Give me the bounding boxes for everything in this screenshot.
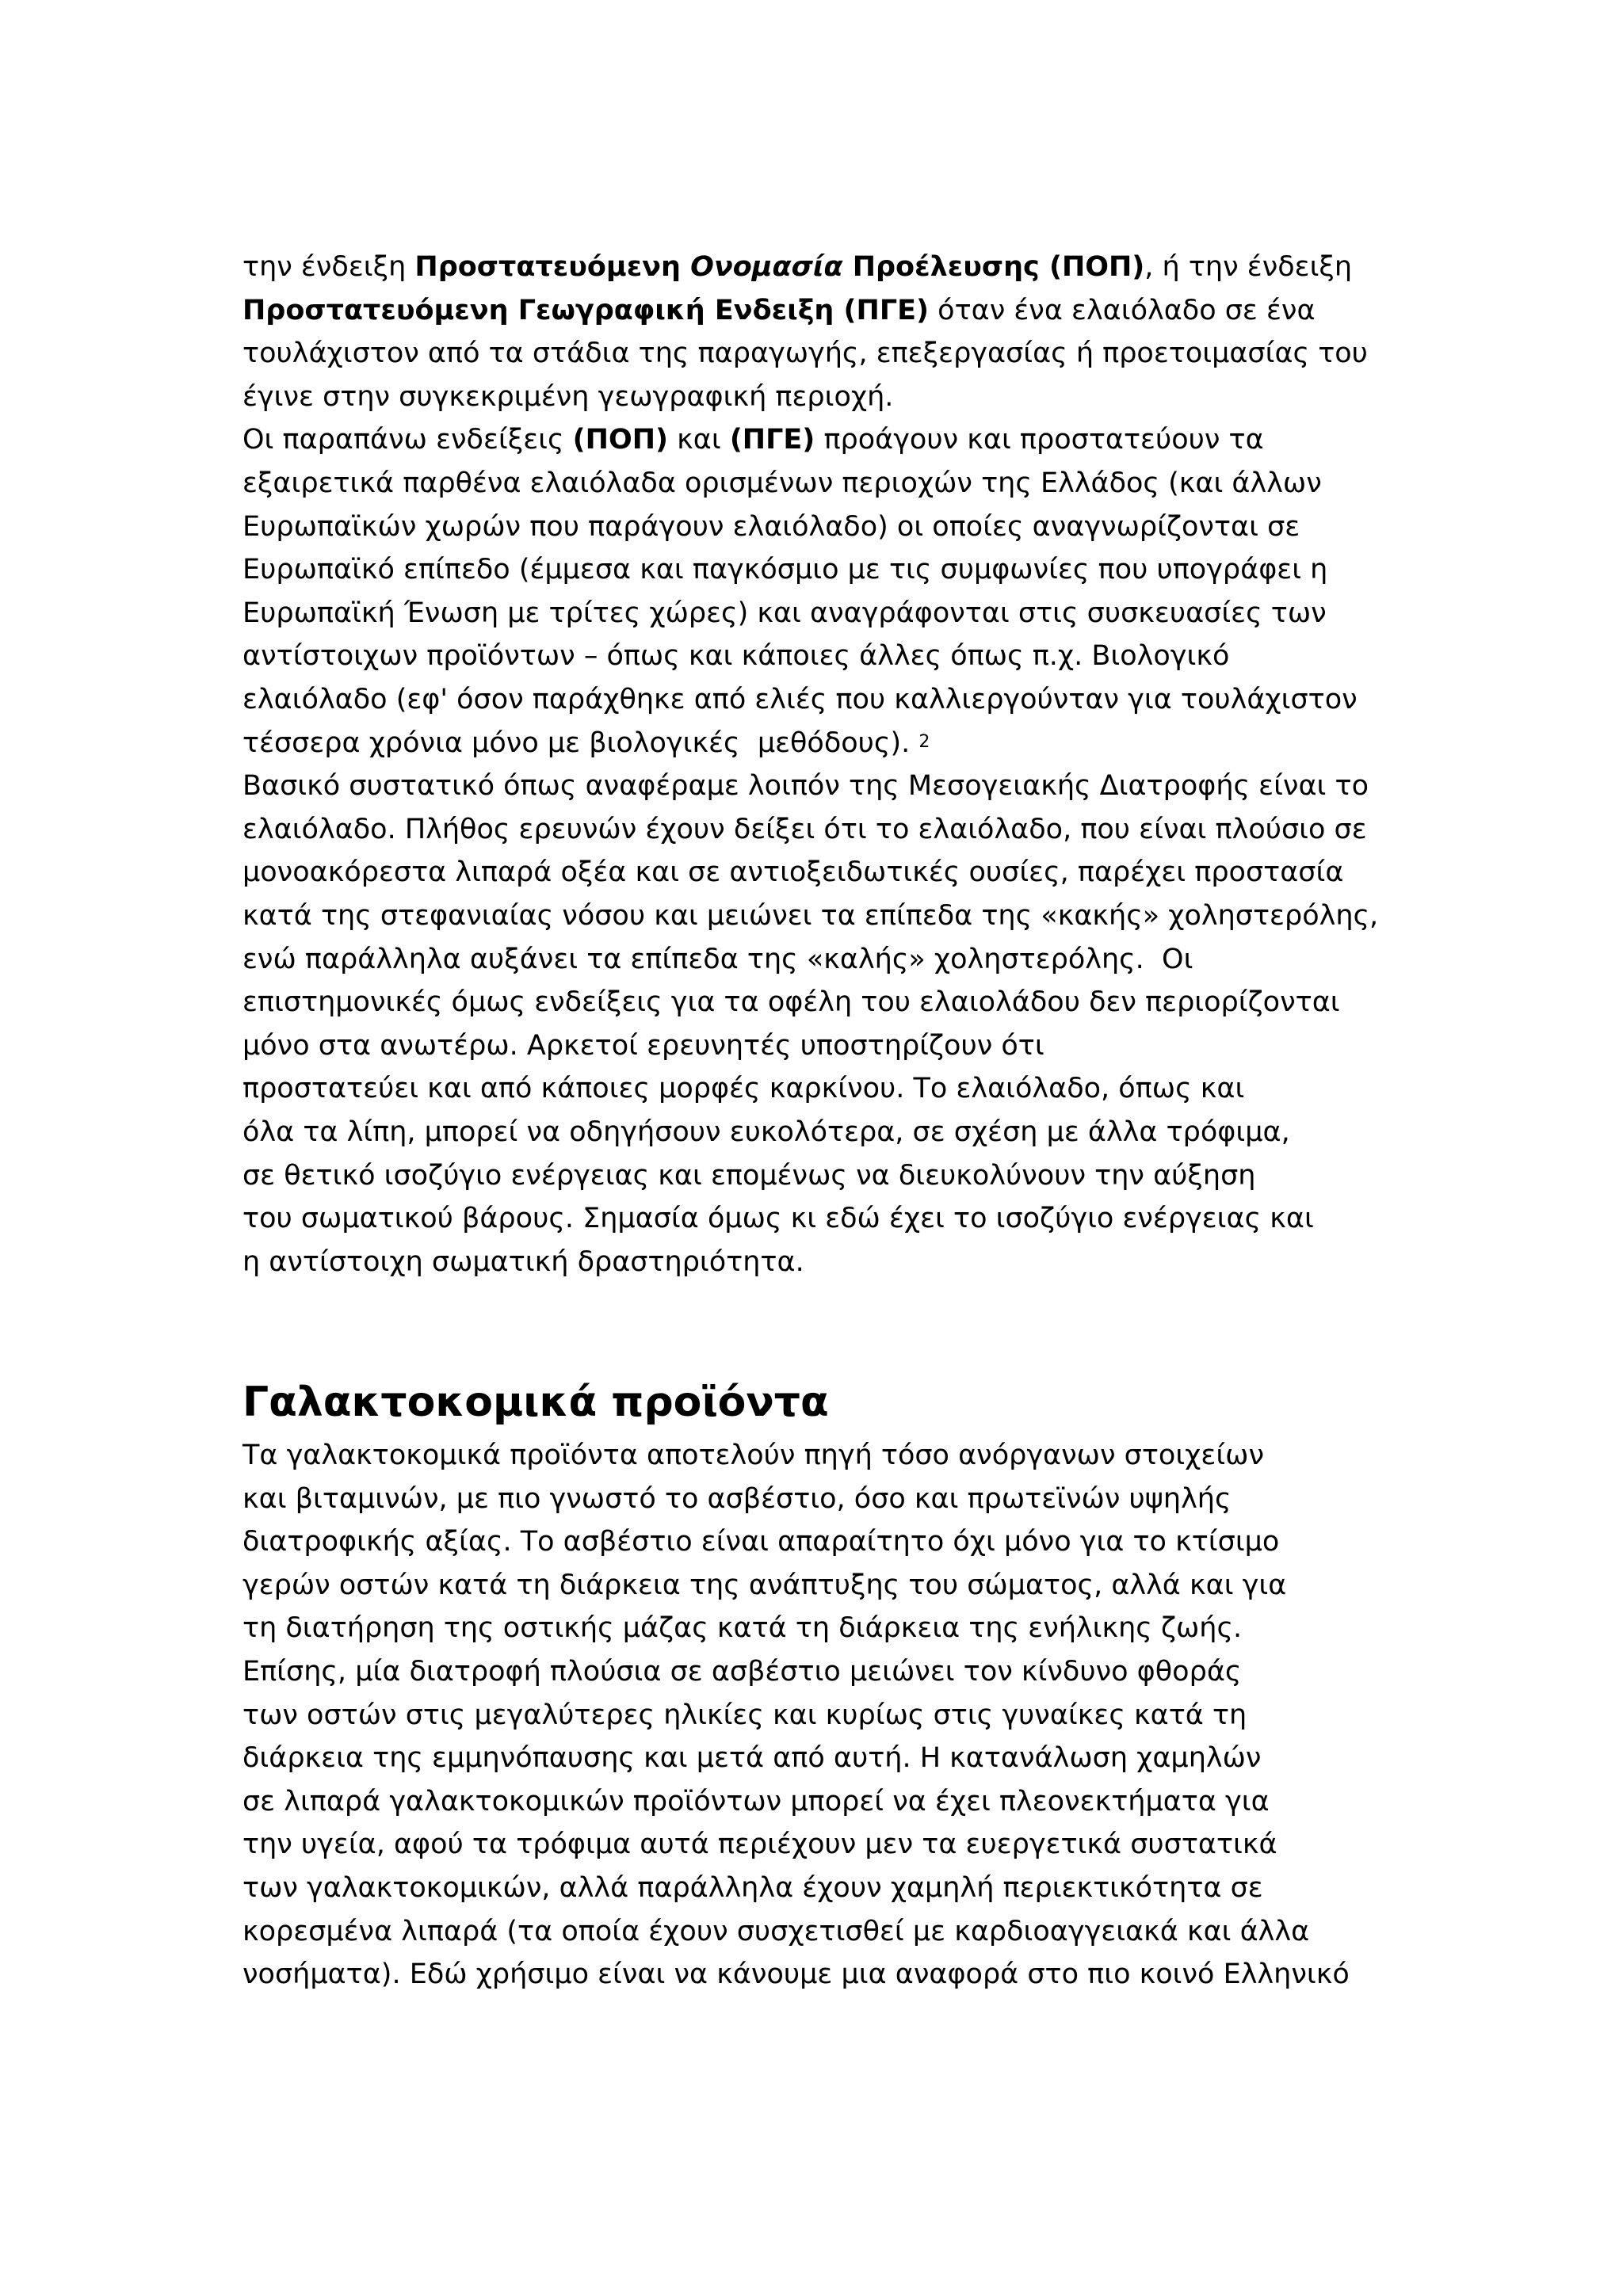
- text-run: Ευρωπαϊκή Ένωση με τρίτες χώρες) και αναγράφονται στις συσκευασίες των: [242, 597, 1327, 629]
- text-run: ενώ παράλληλα αυξάνει τα επίπεδα της «καλής» χοληστερόλης. Οι: [242, 943, 1193, 975]
- text-run: ελαιόλαδο (εφ' όσον παράχθηκε από ελιές που καλλιεργούνταν για τουλάχιστον: [242, 684, 1358, 715]
- text-run: προάγουν και προστατεύουν τα: [815, 424, 1264, 456]
- text-line: [242, 1912, 1309, 1951]
- text-run: ελαιόλαδο. Πλήθος ερευνών έχουν δείξει ότι το ελαιόλαδο, που είναι πλούσιο σε: [242, 813, 1367, 845]
- text-line: [242, 1199, 1314, 1238]
- text-run: Επίσης, μία διατροφή πλούσια σε ασβέστιο μειώνει τον κίνδυνο φθοράς: [242, 1656, 1242, 1688]
- text-line: [242, 507, 1300, 547]
- text-run: σε θετικό ισοζύγιο ενέργειας και επομένως να διευκολύνουν την αύξηση: [242, 1159, 1256, 1192]
- text-line: [242, 1652, 1241, 1691]
- text-run: Τα γαλακτοκομικά προϊόντα αποτελούν πηγή τόσο ανόργανων στοιχείων: [242, 1440, 1265, 1471]
- text-line: [242, 1868, 1263, 1908]
- text-run: Προστατευόμενη Γεωγραφική Ενδειξη (ΠΓΕ): [242, 294, 930, 326]
- text-run: κορεσμένα λιπαρά (τα οποία έχουν συσχετισθεί με καρδιοαγγειακά και άλλα: [242, 1915, 1310, 1947]
- text-run: (ΠΓΕ): [729, 424, 815, 456]
- text-run: όλα τα λίπη, μπορεί να οδηγήσουν ευκολότερα, σε σχέση με άλλα τρόφιμα,: [242, 1116, 1290, 1148]
- text-line: [242, 377, 893, 417]
- text-line: [242, 1026, 1044, 1066]
- text-run: επιστημονικές όμως ενδείξεις για τα οφέλη του ελαιολάδου δεν περιορίζονται: [242, 986, 1340, 1019]
- text-line: [242, 1112, 1290, 1152]
- text-line: [242, 1782, 1270, 1821]
- text-line: [242, 723, 930, 767]
- text-run: αντίστοιχων προϊόντων – όπως και κάποιες άλλες όπως π.χ. Βιολογικό: [242, 640, 1230, 673]
- text-run: την υγεία, αφού τα τρόφιμα αυτά περιέχουν μεν τα ευεργετικά συστατικά: [242, 1829, 1277, 1861]
- text-line: [242, 1156, 1255, 1196]
- text-run: τη διατήρηση της οστικής μάζας κατά τη διάρκεια της ενήλικης ζωής.: [242, 1612, 1243, 1645]
- text-line: [242, 1738, 1261, 1778]
- text-run: έγινε στην συγκεκριμένη γεωγραφική περιοχή.: [242, 380, 894, 413]
- text-line: [242, 1695, 1247, 1735]
- text-line: [242, 463, 1322, 503]
- text-run: σε λιπαρά γαλακτοκομικών προϊόντων μπορεί να έχει πλεονεκτήματα για: [242, 1785, 1270, 1817]
- text-line: [242, 1069, 1244, 1108]
- text-line: [242, 420, 1264, 460]
- text-line: [242, 550, 1327, 589]
- text-line: [242, 593, 1327, 633]
- text-run: και βιταμινών, με πιο γνωστό το ασβέστιο, όσο και πρωτεϊνών υψηλής: [242, 1482, 1232, 1515]
- section-heading-dairy: Γαλακτοκομικά προϊόντα: [242, 1379, 829, 1426]
- text-run: των οστών στις μεγαλύτερες ηλικίες και κυρίως στις γυναίκες κατά τη: [242, 1699, 1247, 1731]
- text-line: [242, 896, 1378, 936]
- text-run: διατροφικής αξίας. Το ασβέστιο είναι απαραίτητο όχι μόνο για το κτίσιμο: [242, 1526, 1280, 1558]
- text-run: τουλάχιστον από τα στάδια της παραγωγής, επεξεργασίας ή προετοιμασίας του: [242, 338, 1368, 370]
- text-line: [242, 1825, 1277, 1864]
- text-line: [242, 1955, 1350, 1994]
- text-run: εξαιρετικά παρθένα ελαιόλαδα ορισμένων περιοχών της Ελλάδος (και άλλων: [242, 467, 1322, 499]
- text-line: [242, 1608, 1242, 1648]
- text-run: μόνο στα ανωτέρω. Αρκετοί ερευνητές υποστηρίζουν ότι: [242, 1029, 1044, 1062]
- text-run: Ευρωπαϊκό επίπεδο (έμμεσα και παγκόσμιο με τις συμφωνίες που υπογράφει η: [242, 554, 1328, 586]
- text-run: Προέλευσης (ΠΟΠ): [842, 251, 1145, 283]
- text-line: [242, 1242, 804, 1282]
- text-line: [242, 1522, 1279, 1562]
- text-run: Προστατευόμενη: [414, 251, 691, 283]
- text-run: (ΠΟΠ): [572, 424, 669, 456]
- text-run: νοσήματα). Εδώ χρήσιμο είναι να κάνουμε μια αναφορά στο πιο κοινό Ελληνικό: [242, 1958, 1350, 1991]
- text-line: [242, 247, 1352, 287]
- text-run: Ονομασία: [690, 251, 843, 283]
- text-line: [242, 1479, 1232, 1519]
- text-run: Ευρωπαϊκών χωρών που παράγουν ελαιόλαδο) οι οποίες αναγνωρίζονται σε: [242, 510, 1300, 543]
- text-line: [242, 766, 1369, 806]
- text-line: [242, 334, 1368, 373]
- text-run: τέσσερα χρόνια μόνο με βιολογικές μεθόδους).: [242, 727, 919, 759]
- text-line: [242, 1566, 1286, 1605]
- text-run: η αντίστοιχη σωματική δραστηριότητα.: [242, 1245, 804, 1278]
- text-line: [242, 852, 1343, 892]
- text-run: γερών οστών κατά τη διάρκεια της ανάπτυξης του σώματος, αλλά και για: [242, 1569, 1287, 1601]
- text-run: Οι παραπάνω ενδείξεις: [242, 424, 573, 456]
- text-run: των γαλακτοκομικών, αλλά παράλληλα έχουν χαμηλή περιεκτικότητα σε: [242, 1872, 1263, 1904]
- text-run: μονοακόρεστα λιπαρά οξέα και σε αντιοξειδωτικές ουσίες, παρέχει προστασία: [242, 856, 1344, 889]
- text-run: την ένδειξη: [242, 251, 415, 283]
- text-run: όταν ένα ελαιόλαδο σε ένα: [929, 294, 1316, 326]
- text-run: Βασικό συστατικό όπως αναφέραμε λοιπόν της Μεσογειακής Διατροφής είναι το: [242, 770, 1369, 803]
- text-line: [242, 291, 1316, 330]
- footnote-marker: 2: [918, 731, 930, 752]
- text-run: , ή την ένδειξη: [1144, 251, 1353, 283]
- text-run: του σωματικού βάρους. Σημασία όμως κι εδώ έχει το ισοζύγιο ενέργειας και: [242, 1203, 1314, 1235]
- text-run: διάρκεια της εμμηνόπαυσης και μετά από αυτή. Η κατανάλωση χαμηλών: [242, 1742, 1262, 1775]
- text-line: [242, 940, 1193, 979]
- text-run: και: [668, 424, 730, 456]
- text-line: [242, 636, 1229, 676]
- text-run: κατά της στεφανιαίας νόσου και μειώνει τα επίπεδα της «κακής» χοληστερόλης,: [242, 900, 1379, 932]
- text-run: προστατεύει και από κάποιες μορφές καρκίνου. Το ελαιόλαδο, όπως και: [242, 1073, 1245, 1105]
- text-line: [242, 982, 1340, 1022]
- text-line: [242, 810, 1367, 849]
- text-line: [242, 680, 1358, 719]
- text-line: [242, 1436, 1264, 1475]
